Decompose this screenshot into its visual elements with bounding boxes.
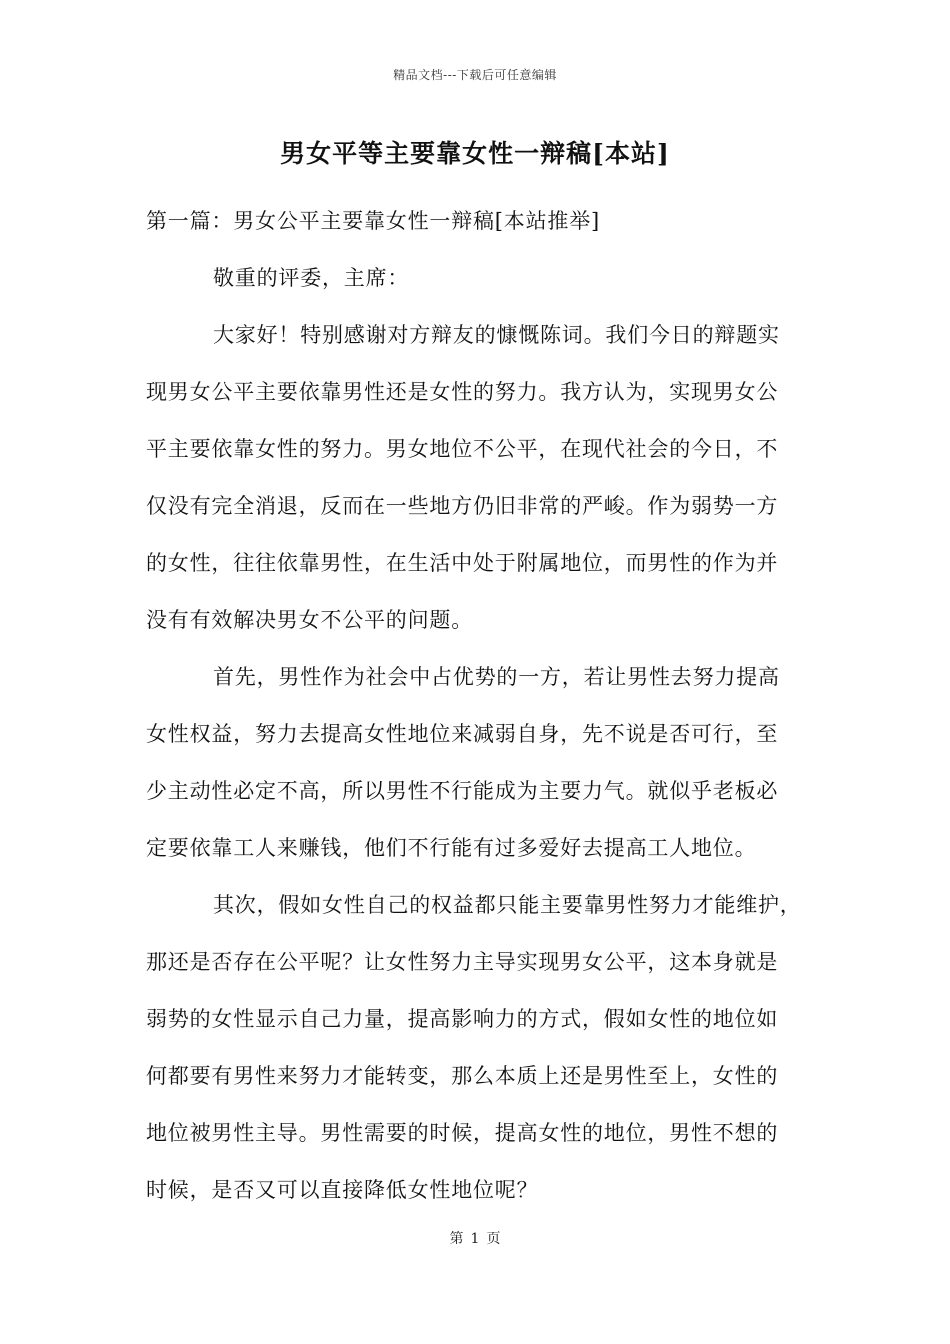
document-title: 男女平等主要靠女性一辩稿[本站] — [280, 139, 670, 168]
page-label-suffix: 页 — [486, 1231, 501, 1247]
paragraph-line: 现男女公平主要依靠男性还是女性的努力。我方认为，实现男女公 — [146, 380, 779, 404]
page-number: 1 — [470, 1231, 480, 1247]
paragraph-line: 那还是否存在公平呢？让女性努力主导实现男女公平，这本身就是 — [146, 950, 779, 974]
page-label-prefix: 第 — [449, 1231, 464, 1247]
section-heading: 第一篇：男女公平主要靠女性一辩稿[本站推举] — [146, 209, 600, 233]
paragraph-line: 首先，男性作为社会中占优势的一方，若让男性去努力提高 — [213, 665, 780, 689]
paragraph-line: 地位被男性主导。男性需要的时候，提高女性的地位，男性不想的 — [146, 1121, 779, 1145]
paragraph-line: 少主动性必定不高，所以男性不行能成为主要力气。就似乎老板必 — [146, 779, 779, 803]
paragraph-line: 何都要有男性来努力才能转变，那么本质上还是男性至上，女性的 — [146, 1064, 779, 1088]
salutation: 敬重的评委，主席： — [213, 266, 410, 290]
document-body — [146, 201, 806, 1227]
paragraph-line: 大家好！特别感谢对方辩友的慷慨陈词。我们今日的辩题实 — [213, 323, 780, 347]
page-footer — [0, 1228, 950, 1248]
paragraph-line: 时候，是否又可以直接降低女性地位呢？ — [146, 1178, 539, 1202]
paragraph-line: 仅没有完全消退，反而在一些地方仍旧非常的严峻。作为弱势一方 — [146, 494, 779, 518]
paragraph-line: 其次，假如女性自己的权益都只能主要靠男性努力才能维护， — [213, 893, 802, 917]
paragraph-line: 平主要依靠女性的努力。男女地位不公平，在现代社会的今日，不 — [146, 437, 779, 461]
paragraph-line: 的女性，往往依靠男性，在生活中处于附属地位，而男性的作为并 — [146, 551, 779, 575]
paragraph-line: 弱势的女性显示自己力量，提高影响力的方式，假如女性的地位如 — [146, 1007, 779, 1031]
header-note: 精品文档---下载后可任意编辑 — [393, 68, 557, 82]
paragraph-line: 女性权益，努力去提高女性地位来减弱自身，先不说是否可行，至 — [146, 722, 779, 746]
paragraph-line: 没有有效解决男女不公平的问题。 — [146, 608, 473, 632]
paragraph-line: 定要依靠工人来赚钱，他们不行能有过多爱好去提高工人地位。 — [146, 836, 757, 860]
